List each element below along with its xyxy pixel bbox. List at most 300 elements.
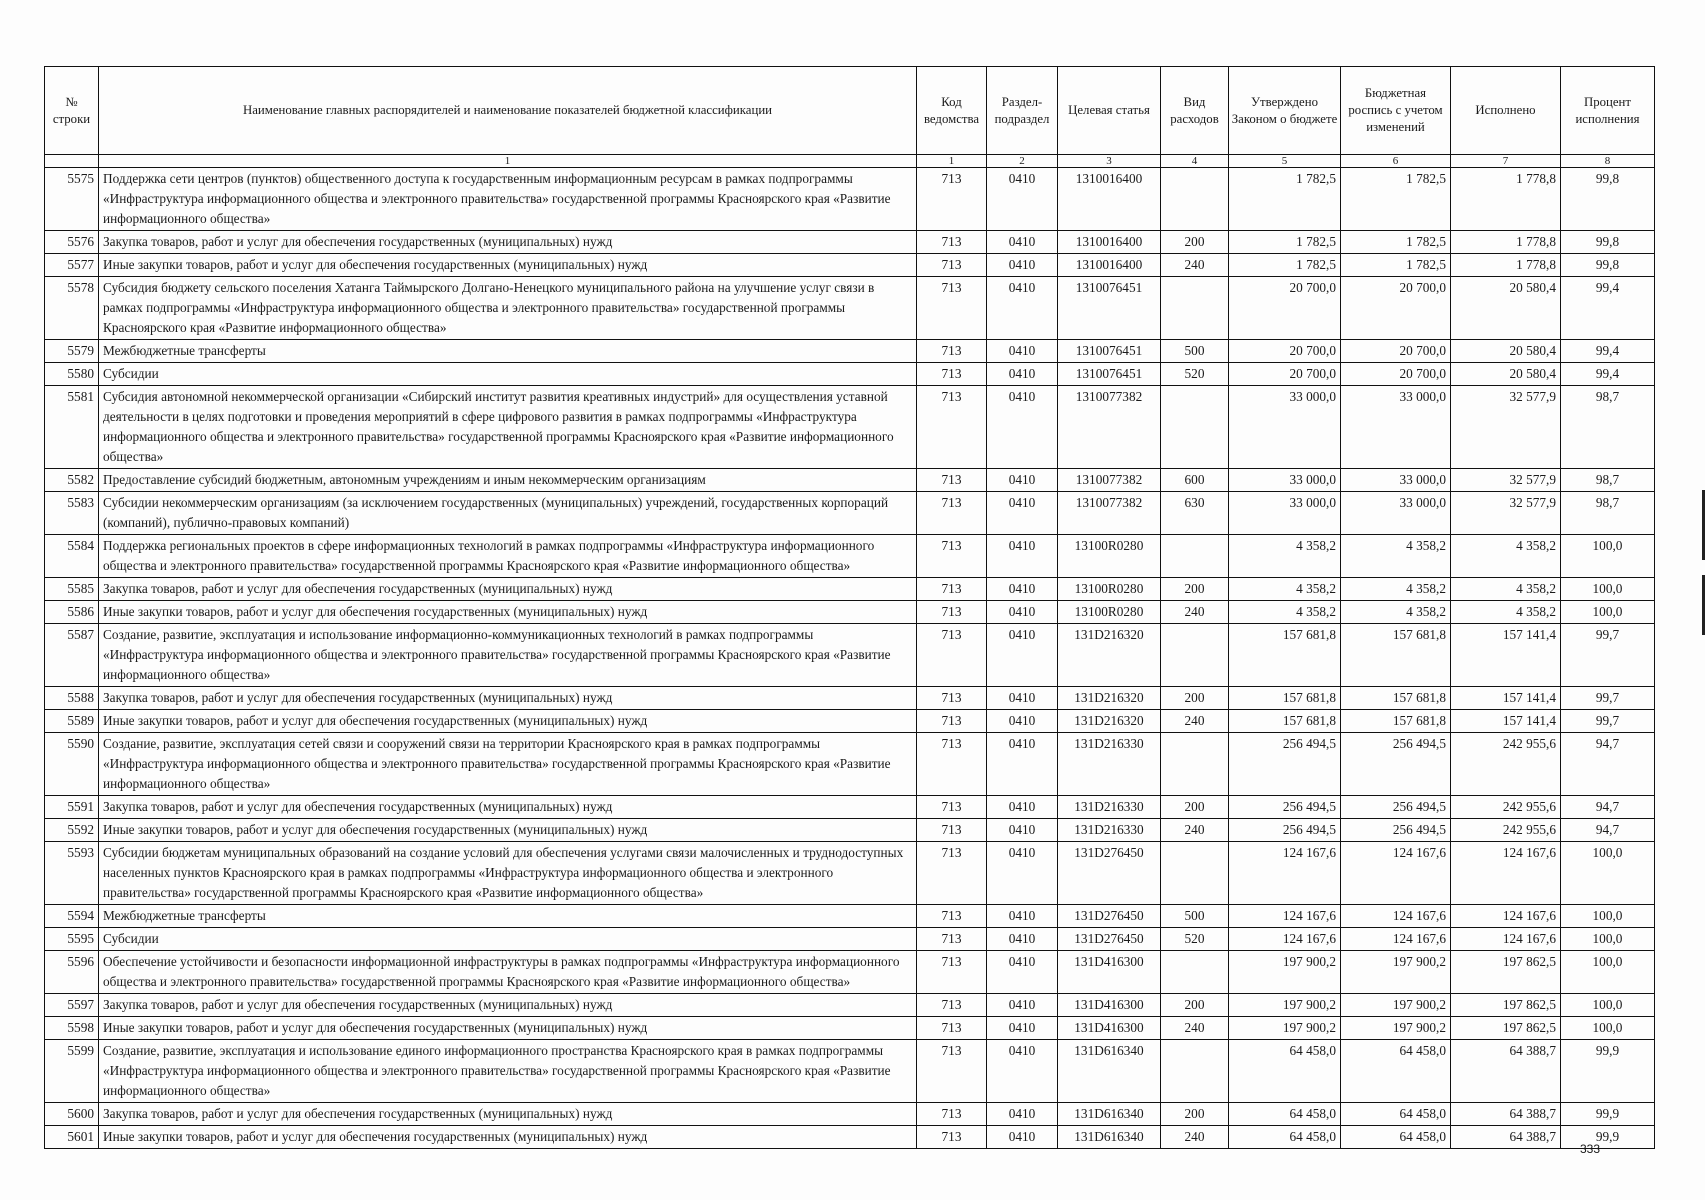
expense-type-cell (1161, 386, 1229, 469)
executed-cell: 124 167,6 (1451, 905, 1561, 928)
table-row (45, 277, 1655, 340)
executed-cell: 1 778,8 (1451, 231, 1561, 254)
expense-type-cell: 240 (1161, 254, 1229, 277)
table-row (45, 254, 1655, 277)
expense-type-cell: 240 (1161, 601, 1229, 624)
target-cell: 1310077382 (1058, 386, 1161, 469)
section-cell: 0410 (987, 687, 1058, 710)
column-number: 3 (1058, 155, 1161, 168)
section-cell: 0410 (987, 796, 1058, 819)
column-number: 7 (1451, 155, 1561, 168)
percent-cell: 99,4 (1561, 340, 1655, 363)
section-cell: 0410 (987, 733, 1058, 796)
dept-code-cell: 713 (917, 819, 987, 842)
budget-list-cell: 64 458,0 (1341, 1040, 1451, 1103)
row-name: Субсидии бюджетам муниципальных образований на создание условий для обеспечения услугами связи малочисленных и труднодоступных населенных пунктов Красноярского края в рамках подпрограммы «Инфраструктура информационного общества и электронного правительства» государственной программы Красноярского края «Развитие информационного общества» (99, 842, 917, 905)
header-approved: Утверждено Законом о бюджете (1229, 67, 1341, 155)
approved-cell: 1 782,5 (1229, 168, 1341, 231)
percent-cell: 99,7 (1561, 624, 1655, 687)
expense-type-cell: 500 (1161, 905, 1229, 928)
row-number: 5579 (45, 340, 99, 363)
header-budget-list: Бюджетная роспись с учетом изменений (1341, 67, 1451, 155)
budget-list-cell: 124 167,6 (1341, 842, 1451, 905)
row-number: 5584 (45, 535, 99, 578)
row-name: Закупка товаров, работ и услуг для обеспечения государственных (муниципальных) нужд (99, 1103, 917, 1126)
header-row-number: № строки (45, 67, 99, 155)
budget-list-cell: 1 782,5 (1341, 168, 1451, 231)
expense-type-cell: 200 (1161, 231, 1229, 254)
row-number: 5595 (45, 928, 99, 951)
budget-list-cell: 64 458,0 (1341, 1103, 1451, 1126)
row-number: 5594 (45, 905, 99, 928)
column-number: 6 (1341, 155, 1451, 168)
row-name: Закупка товаров, работ и услуг для обеспечения государственных (муниципальных) нужд (99, 796, 917, 819)
executed-cell: 197 862,5 (1451, 994, 1561, 1017)
target-cell: 131D416300 (1058, 951, 1161, 994)
table-row (45, 168, 1655, 231)
percent-cell: 100,0 (1561, 578, 1655, 601)
row-number: 5576 (45, 231, 99, 254)
expense-type-cell: 630 (1161, 492, 1229, 535)
budget-list-cell: 157 681,8 (1341, 687, 1451, 710)
budget-list-cell: 33 000,0 (1341, 386, 1451, 469)
target-cell: 13100R0280 (1058, 535, 1161, 578)
row-number: 5592 (45, 819, 99, 842)
section-cell: 0410 (987, 819, 1058, 842)
column-number: 1 (99, 155, 917, 168)
column-number: 5 (1229, 155, 1341, 168)
column-number: 2 (987, 155, 1058, 168)
budget-list-cell: 20 700,0 (1341, 277, 1451, 340)
percent-cell: 99,7 (1561, 710, 1655, 733)
table-row (45, 578, 1655, 601)
dept-code-cell: 713 (917, 842, 987, 905)
table-row (45, 1103, 1655, 1126)
approved-cell: 157 681,8 (1229, 687, 1341, 710)
row-name: Иные закупки товаров, работ и услуг для обеспечения государственных (муниципальных) нужд (99, 254, 917, 277)
row-name: Субсидия бюджету сельского поселения Хатанга Таймырского Долгано-Ненецкого муниципального района на улучшение услуг связи в рамках подпрограммы «Инфраструктура информационного общества и электронного правительства» государственной программы Красноярского края «Развитие информационного общества» (99, 277, 917, 340)
target-cell: 131D216330 (1058, 733, 1161, 796)
table-row (45, 951, 1655, 994)
section-cell: 0410 (987, 469, 1058, 492)
expense-type-cell (1161, 951, 1229, 994)
approved-cell: 197 900,2 (1229, 951, 1341, 994)
percent-cell: 99,8 (1561, 231, 1655, 254)
header-name: Наименование главных распорядителей и наименование показателей бюджетной классификации (99, 67, 917, 155)
table-row (45, 624, 1655, 687)
expense-type-cell (1161, 1040, 1229, 1103)
section-cell: 0410 (987, 277, 1058, 340)
executed-cell: 4 358,2 (1451, 535, 1561, 578)
header-executed: Исполнено (1451, 67, 1561, 155)
approved-cell: 64 458,0 (1229, 1103, 1341, 1126)
section-cell: 0410 (987, 386, 1058, 469)
target-cell: 131D416300 (1058, 994, 1161, 1017)
row-number: 5575 (45, 168, 99, 231)
section-cell: 0410 (987, 951, 1058, 994)
column-number: 4 (1161, 155, 1229, 168)
section-cell: 0410 (987, 168, 1058, 231)
executed-cell: 157 141,4 (1451, 687, 1561, 710)
header-target: Целевая статья (1058, 67, 1161, 155)
dept-code-cell: 713 (917, 733, 987, 796)
section-cell: 0410 (987, 842, 1058, 905)
expense-type-cell: 200 (1161, 994, 1229, 1017)
dept-code-cell: 713 (917, 535, 987, 578)
approved-cell: 256 494,5 (1229, 819, 1341, 842)
approved-cell: 157 681,8 (1229, 624, 1341, 687)
dept-code-cell: 713 (917, 1103, 987, 1126)
expense-type-cell (1161, 624, 1229, 687)
budget-list-cell: 64 458,0 (1341, 1126, 1451, 1149)
dept-code-cell: 713 (917, 905, 987, 928)
table-row (45, 363, 1655, 386)
approved-cell: 1 782,5 (1229, 254, 1341, 277)
dept-code-cell: 713 (917, 994, 987, 1017)
approved-cell: 33 000,0 (1229, 386, 1341, 469)
target-cell: 1310016400 (1058, 168, 1161, 231)
dept-code-cell: 713 (917, 928, 987, 951)
expense-type-cell: 600 (1161, 469, 1229, 492)
executed-cell: 157 141,4 (1451, 624, 1561, 687)
dept-code-cell: 713 (917, 386, 987, 469)
column-number-row (45, 155, 1655, 168)
dept-code-cell: 713 (917, 624, 987, 687)
row-name: Субсидии некоммерческим организациям (за исключением государственных (муниципальных) учреждений, государственных корпораций (компаний), публично-правовых компаний) (99, 492, 917, 535)
section-cell: 0410 (987, 710, 1058, 733)
approved-cell: 124 167,6 (1229, 905, 1341, 928)
expense-type-cell: 200 (1161, 796, 1229, 819)
target-cell: 1310077382 (1058, 469, 1161, 492)
dept-code-cell: 713 (917, 710, 987, 733)
row-name: Создание, развитие, эксплуатация и использование информационно-коммуникационных технологий в рамках подпрограммы «Инфраструктура информационного общества и электронного правительства» государственной программы Красноярского края «Развитие информационного общества» (99, 624, 917, 687)
section-cell: 0410 (987, 492, 1058, 535)
percent-cell: 99,9 (1561, 1040, 1655, 1103)
row-number: 5589 (45, 710, 99, 733)
row-name: Создание, развитие, эксплуатация сетей связи и сооружений связи на территории Красноярского края в рамках подпрограммы «Инфраструктура информационного общества и электронного правительства» государственной программы Красноярского края «Развитие информационного общества» (99, 733, 917, 796)
budget-list-cell: 197 900,2 (1341, 1017, 1451, 1040)
executed-cell: 32 577,9 (1451, 386, 1561, 469)
target-cell: 131D216320 (1058, 710, 1161, 733)
table-row (45, 492, 1655, 535)
row-number: 5581 (45, 386, 99, 469)
section-cell: 0410 (987, 624, 1058, 687)
dept-code-cell: 713 (917, 1040, 987, 1103)
target-cell: 1310077382 (1058, 492, 1161, 535)
executed-cell: 64 388,7 (1451, 1103, 1561, 1126)
target-cell: 131D216320 (1058, 624, 1161, 687)
dept-code-cell: 713 (917, 1017, 987, 1040)
approved-cell: 20 700,0 (1229, 277, 1341, 340)
row-number: 5585 (45, 578, 99, 601)
row-number: 5578 (45, 277, 99, 340)
table-row (45, 687, 1655, 710)
table-row (45, 535, 1655, 578)
target-cell: 1310016400 (1058, 254, 1161, 277)
section-cell: 0410 (987, 928, 1058, 951)
executed-cell: 32 577,9 (1451, 492, 1561, 535)
target-cell: 13100R0280 (1058, 578, 1161, 601)
executed-cell: 157 141,4 (1451, 710, 1561, 733)
dept-code-cell: 713 (917, 340, 987, 363)
target-cell: 131D216320 (1058, 687, 1161, 710)
percent-cell: 98,7 (1561, 386, 1655, 469)
executed-cell: 64 388,7 (1451, 1126, 1561, 1149)
row-name: Закупка товаров, работ и услуг для обеспечения государственных (муниципальных) нужд (99, 578, 917, 601)
executed-cell: 242 955,6 (1451, 796, 1561, 819)
percent-cell: 99,7 (1561, 687, 1655, 710)
table-row (45, 796, 1655, 819)
approved-cell: 197 900,2 (1229, 1017, 1341, 1040)
budget-list-cell: 33 000,0 (1341, 469, 1451, 492)
section-cell: 0410 (987, 905, 1058, 928)
table-row (45, 928, 1655, 951)
budget-list-cell: 33 000,0 (1341, 492, 1451, 535)
section-cell: 0410 (987, 340, 1058, 363)
row-number: 5598 (45, 1017, 99, 1040)
executed-cell: 4 358,2 (1451, 601, 1561, 624)
budget-list-cell: 197 900,2 (1341, 994, 1451, 1017)
budget-list-cell: 256 494,5 (1341, 796, 1451, 819)
approved-cell: 256 494,5 (1229, 796, 1341, 819)
table-row (45, 1040, 1655, 1103)
table-row (45, 469, 1655, 492)
percent-cell: 100,0 (1561, 535, 1655, 578)
row-number: 5599 (45, 1040, 99, 1103)
dept-code-cell: 713 (917, 168, 987, 231)
target-cell: 13100R0280 (1058, 601, 1161, 624)
row-number: 5596 (45, 951, 99, 994)
row-number: 5593 (45, 842, 99, 905)
table-row (45, 1017, 1655, 1040)
expense-type-cell: 200 (1161, 1103, 1229, 1126)
header-expense-type: Вид расходов (1161, 67, 1229, 155)
expense-type-cell: 500 (1161, 340, 1229, 363)
percent-cell: 99,4 (1561, 277, 1655, 340)
column-number: 8 (1561, 155, 1655, 168)
percent-cell: 99,8 (1561, 254, 1655, 277)
approved-cell: 157 681,8 (1229, 710, 1341, 733)
approved-cell: 64 458,0 (1229, 1126, 1341, 1149)
percent-cell: 94,7 (1561, 733, 1655, 796)
row-number: 5587 (45, 624, 99, 687)
table-row (45, 1126, 1655, 1149)
dept-code-cell: 713 (917, 231, 987, 254)
section-cell: 0410 (987, 254, 1058, 277)
section-cell: 0410 (987, 1017, 1058, 1040)
percent-cell: 99,8 (1561, 168, 1655, 231)
target-cell: 131D276450 (1058, 928, 1161, 951)
row-number: 5591 (45, 796, 99, 819)
budget-list-cell: 20 700,0 (1341, 363, 1451, 386)
expense-type-cell: 240 (1161, 1126, 1229, 1149)
executed-cell: 197 862,5 (1451, 1017, 1561, 1040)
budget-list-cell: 20 700,0 (1341, 340, 1451, 363)
table-row (45, 386, 1655, 469)
row-name: Закупка товаров, работ и услуг для обеспечения государственных (муниципальных) нужд (99, 994, 917, 1017)
row-name: Поддержка региональных проектов в сфере информационных технологий в рамках подпрограммы «Инфраструктура информационного общества и электронного правительства» государственной программы Красноярского края «Развитие информационного общества» (99, 535, 917, 578)
approved-cell: 33 000,0 (1229, 492, 1341, 535)
target-cell: 131D276450 (1058, 905, 1161, 928)
percent-cell: 99,9 (1561, 1103, 1655, 1126)
section-cell: 0410 (987, 578, 1058, 601)
approved-cell: 33 000,0 (1229, 469, 1341, 492)
expense-type-cell: 240 (1161, 819, 1229, 842)
dept-code-cell: 713 (917, 363, 987, 386)
target-cell: 1310076451 (1058, 277, 1161, 340)
expense-type-cell (1161, 733, 1229, 796)
approved-cell: 4 358,2 (1229, 578, 1341, 601)
executed-cell: 197 862,5 (1451, 951, 1561, 994)
table-row (45, 905, 1655, 928)
budget-list-cell: 256 494,5 (1341, 733, 1451, 796)
table-row (45, 340, 1655, 363)
approved-cell: 20 700,0 (1229, 363, 1341, 386)
table-body (45, 168, 1655, 1149)
section-cell: 0410 (987, 1103, 1058, 1126)
table-row (45, 819, 1655, 842)
percent-cell: 100,0 (1561, 928, 1655, 951)
row-number: 5582 (45, 469, 99, 492)
executed-cell: 1 778,8 (1451, 254, 1561, 277)
row-name: Закупка товаров, работ и услуг для обеспечения государственных (муниципальных) нужд (99, 231, 917, 254)
executed-cell: 64 388,7 (1451, 1040, 1561, 1103)
dept-code-cell: 713 (917, 578, 987, 601)
target-cell: 1310076451 (1058, 340, 1161, 363)
approved-cell: 4 358,2 (1229, 535, 1341, 578)
table-row (45, 733, 1655, 796)
budget-list-cell: 124 167,6 (1341, 905, 1451, 928)
percent-cell: 99,4 (1561, 363, 1655, 386)
percent-cell: 100,0 (1561, 994, 1655, 1017)
executed-cell: 20 580,4 (1451, 363, 1561, 386)
row-name: Иные закупки товаров, работ и услуг для обеспечения государственных (муниципальных) нужд (99, 601, 917, 624)
dept-code-cell: 713 (917, 277, 987, 340)
percent-cell: 100,0 (1561, 905, 1655, 928)
expense-type-cell: 240 (1161, 1017, 1229, 1040)
row-number: 5583 (45, 492, 99, 535)
percent-cell: 98,7 (1561, 492, 1655, 535)
row-name: Субсидии (99, 363, 917, 386)
table-header-row (45, 67, 1655, 155)
executed-cell: 242 955,6 (1451, 819, 1561, 842)
budget-list-cell: 4 358,2 (1341, 535, 1451, 578)
page-number: 333 (1580, 1142, 1601, 1156)
row-number: 5577 (45, 254, 99, 277)
column-number: 1 (917, 155, 987, 168)
table-row (45, 842, 1655, 905)
approved-cell: 124 167,6 (1229, 842, 1341, 905)
executed-cell: 4 358,2 (1451, 578, 1561, 601)
section-cell: 0410 (987, 994, 1058, 1017)
percent-cell: 100,0 (1561, 1017, 1655, 1040)
section-cell: 0410 (987, 363, 1058, 386)
approved-cell: 124 167,6 (1229, 928, 1341, 951)
row-name: Обеспечение устойчивости и безопасности информационной инфраструктуры в рамках подпрограммы «Инфраструктура информационного общества и электронного правительства» государственной программы Красноярского края «Развитие информационного общества» (99, 951, 917, 994)
expense-type-cell (1161, 168, 1229, 231)
approved-cell: 4 358,2 (1229, 601, 1341, 624)
row-name: Закупка товаров, работ и услуг для обеспечения государственных (муниципальных) нужд (99, 687, 917, 710)
target-cell: 131D276450 (1058, 842, 1161, 905)
approved-cell: 1 782,5 (1229, 231, 1341, 254)
target-cell: 1310016400 (1058, 231, 1161, 254)
approved-cell: 256 494,5 (1229, 733, 1341, 796)
target-cell: 131D616340 (1058, 1040, 1161, 1103)
row-name: Субсидии (99, 928, 917, 951)
target-cell: 131D616340 (1058, 1103, 1161, 1126)
budget-list-cell: 256 494,5 (1341, 819, 1451, 842)
dept-code-cell: 713 (917, 1126, 987, 1149)
budget-list-cell: 1 782,5 (1341, 254, 1451, 277)
percent-cell: 100,0 (1561, 951, 1655, 994)
budget-list-cell: 157 681,8 (1341, 624, 1451, 687)
target-cell: 131D616340 (1058, 1126, 1161, 1149)
table-row (45, 994, 1655, 1017)
section-cell: 0410 (987, 231, 1058, 254)
dept-code-cell: 713 (917, 951, 987, 994)
budget-list-cell: 1 782,5 (1341, 231, 1451, 254)
approved-cell: 197 900,2 (1229, 994, 1341, 1017)
section-cell: 0410 (987, 1126, 1058, 1149)
row-name: Поддержка сети центров (пунктов) общественного доступа к государственным информационным ресурсам в рамках подпрограммы «Инфраструктура информационного общества и электронного правительства» государственной программы Красноярского края «Развитие информационного общества» (99, 168, 917, 231)
row-number: 5586 (45, 601, 99, 624)
dept-code-cell: 713 (917, 492, 987, 535)
row-name: Предоставление субсидий бюджетным, автономным учреждениям и иным некоммерческим организациям (99, 469, 917, 492)
column-number (45, 155, 99, 168)
percent-cell: 98,7 (1561, 469, 1655, 492)
expense-type-cell (1161, 535, 1229, 578)
executed-cell: 242 955,6 (1451, 733, 1561, 796)
table-row (45, 231, 1655, 254)
section-cell: 0410 (987, 1040, 1058, 1103)
header-dept-code: Код ведомства (917, 67, 987, 155)
expense-type-cell: 200 (1161, 687, 1229, 710)
budget-list-cell: 4 358,2 (1341, 578, 1451, 601)
dept-code-cell: 713 (917, 601, 987, 624)
budget-table (44, 66, 1655, 1149)
expense-type-cell (1161, 277, 1229, 340)
row-number: 5600 (45, 1103, 99, 1126)
expense-type-cell (1161, 842, 1229, 905)
section-cell: 0410 (987, 535, 1058, 578)
percent-cell: 100,0 (1561, 601, 1655, 624)
row-number: 5597 (45, 994, 99, 1017)
expense-type-cell: 200 (1161, 578, 1229, 601)
table-row (45, 601, 1655, 624)
row-number: 5580 (45, 363, 99, 386)
executed-cell: 124 167,6 (1451, 842, 1561, 905)
percent-cell: 100,0 (1561, 842, 1655, 905)
expense-type-cell: 520 (1161, 363, 1229, 386)
expense-type-cell: 520 (1161, 928, 1229, 951)
budget-list-cell: 4 358,2 (1341, 601, 1451, 624)
table-row (45, 710, 1655, 733)
budget-list-cell: 124 167,6 (1341, 928, 1451, 951)
row-name: Иные закупки товаров, работ и услуг для обеспечения государственных (муниципальных) нужд (99, 819, 917, 842)
percent-cell: 99,9 (1561, 1126, 1655, 1149)
row-name: Иные закупки товаров, работ и услуг для обеспечения государственных (муниципальных) нужд (99, 1126, 917, 1149)
executed-cell: 124 167,6 (1451, 928, 1561, 951)
row-name: Создание, развитие, эксплуатация и использование единого информационного пространства Красноярского края в рамках подпрограммы «Инфраструктура информационного общества и электронного правительства» государственной программы Красноярского края «Развитие информационного общества» (99, 1040, 917, 1103)
section-cell: 0410 (987, 601, 1058, 624)
budget-list-cell: 197 900,2 (1341, 951, 1451, 994)
dept-code-cell: 713 (917, 254, 987, 277)
percent-cell: 94,7 (1561, 796, 1655, 819)
target-cell: 1310076451 (1058, 363, 1161, 386)
expense-type-cell: 240 (1161, 710, 1229, 733)
header-section: Раздел-подраздел (987, 67, 1058, 155)
row-number: 5601 (45, 1126, 99, 1149)
